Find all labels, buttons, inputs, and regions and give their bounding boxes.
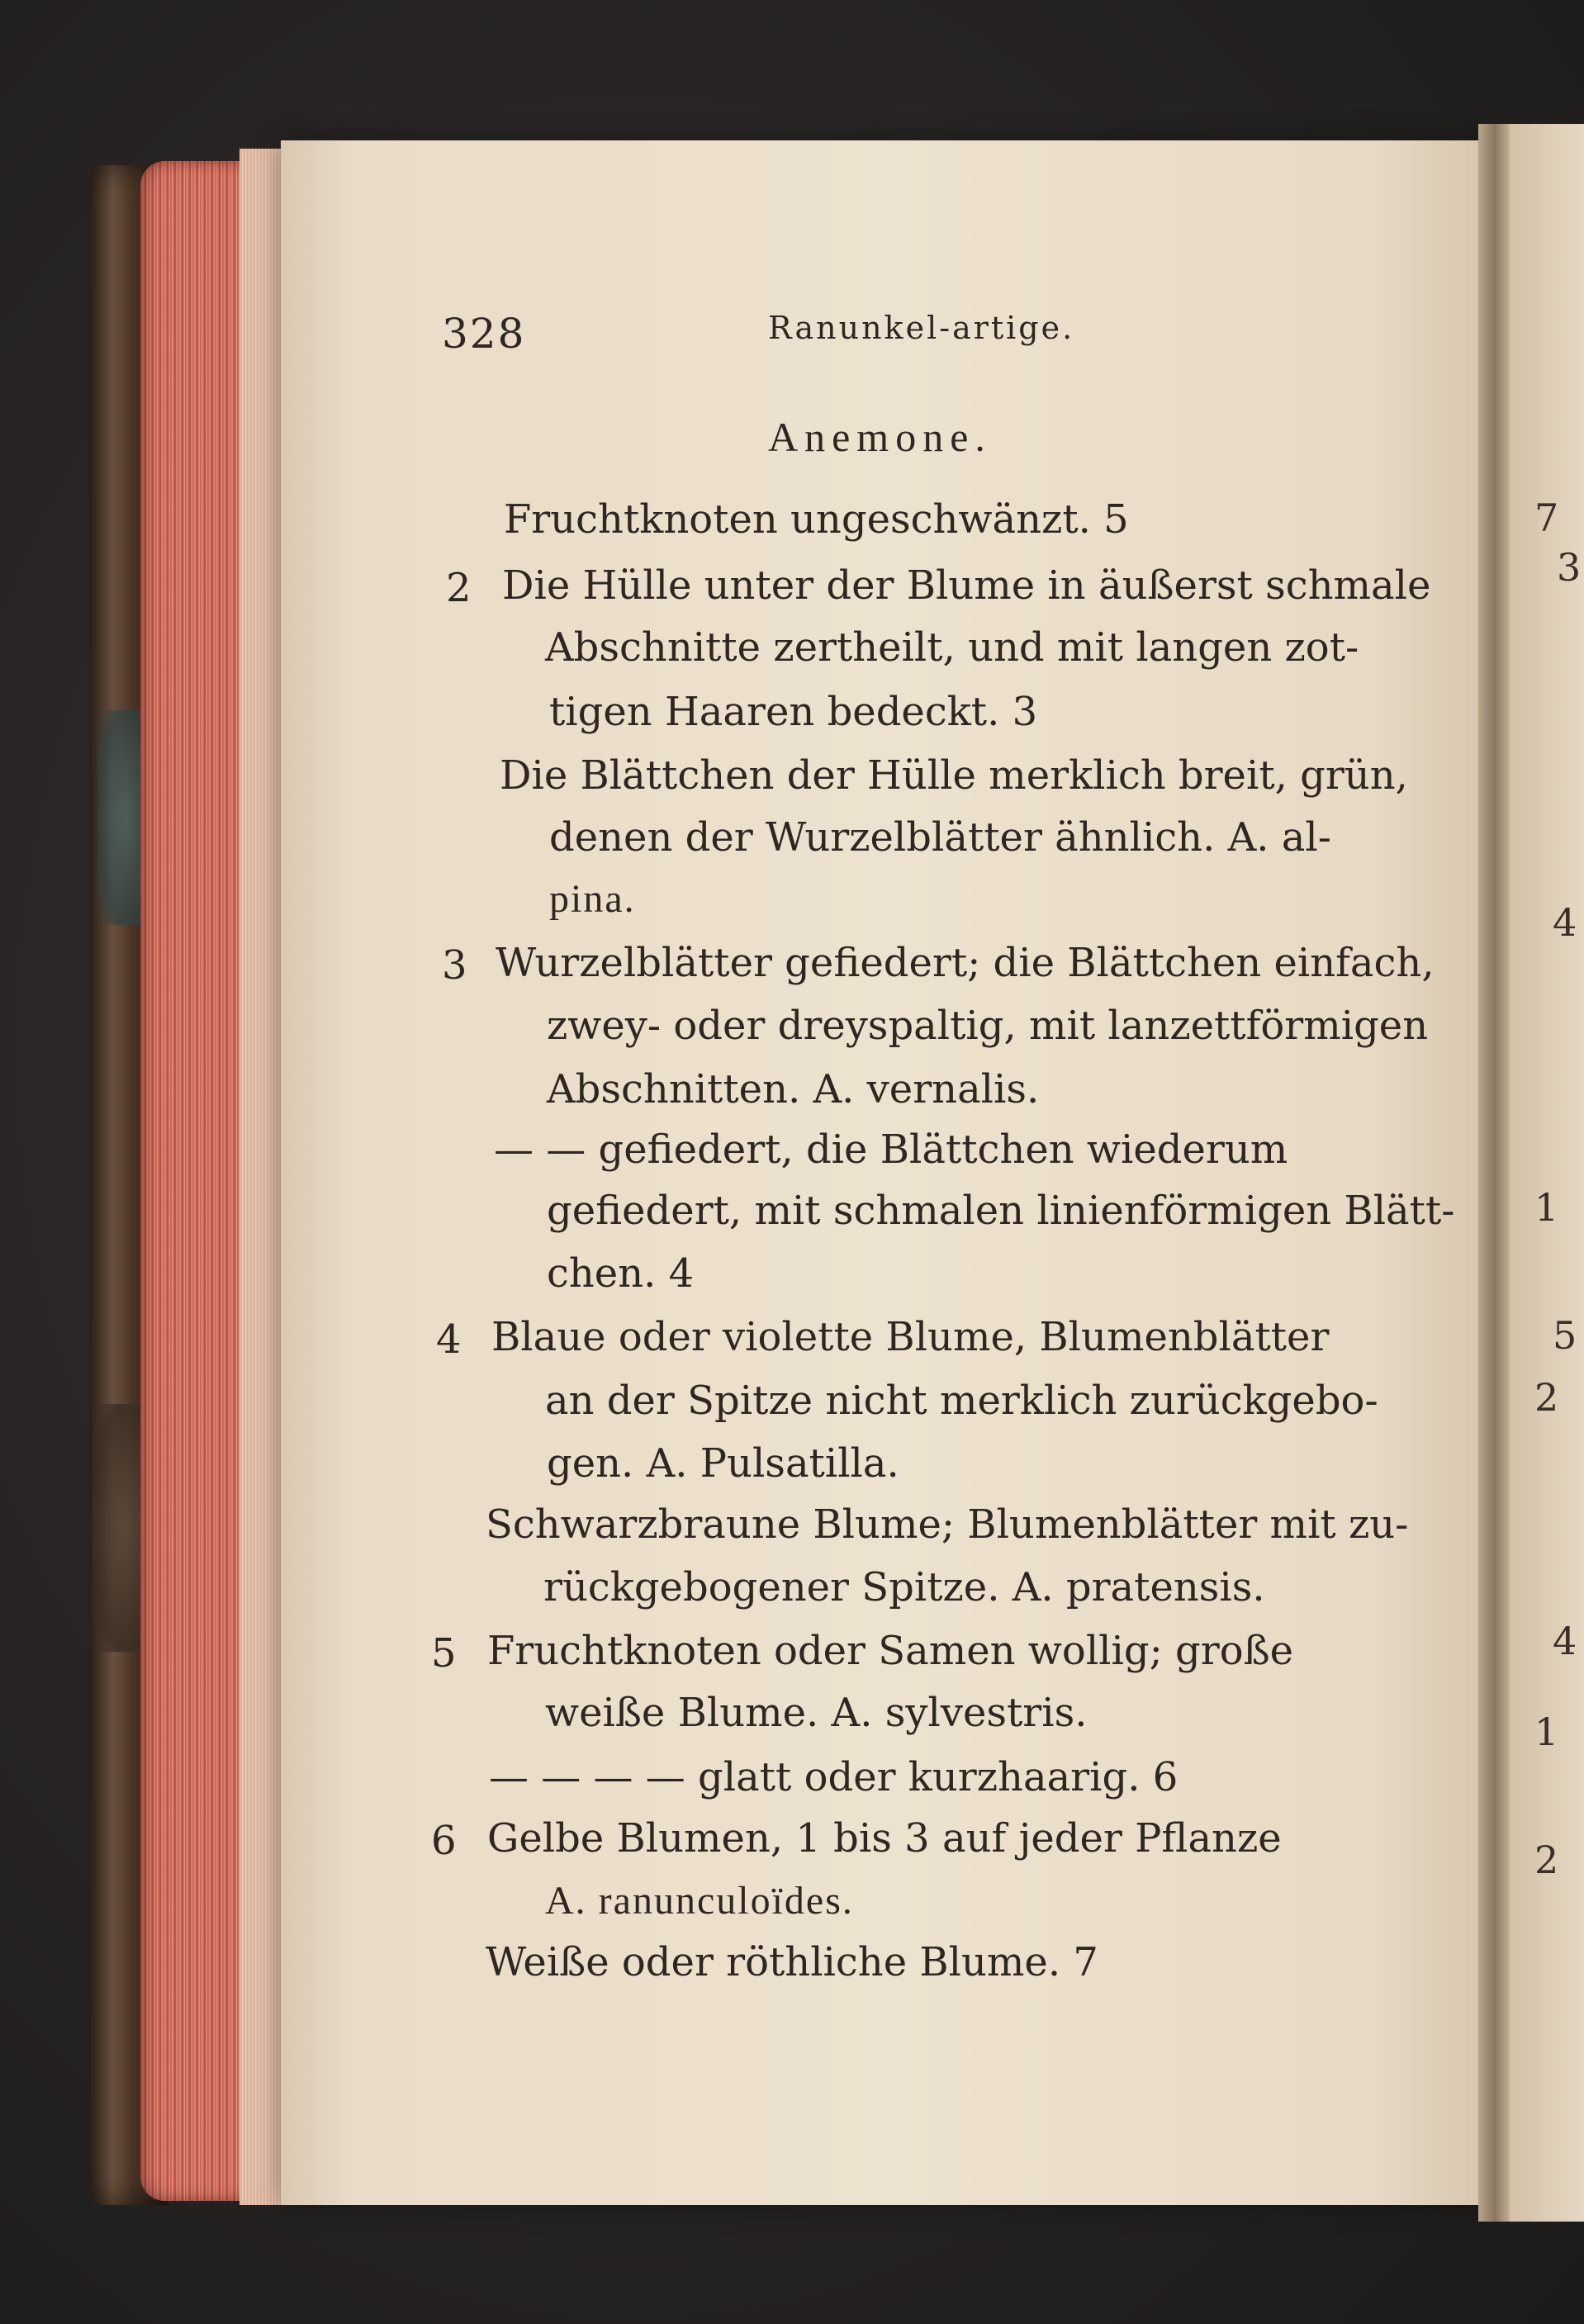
key-number: 4 (436, 1316, 462, 1363)
page-number: 328 (442, 310, 526, 358)
facing-page-glyph: 4 (1553, 900, 1577, 945)
text-line: zwey- oder dreyspaltig, mit lanzettförmigen (547, 1003, 1429, 1049)
text-line: Die Blättchen der Hülle merklich breit, grün, (500, 752, 1408, 799)
text-line: Fruchtknoten oder Samen wollig; große (487, 1628, 1294, 1674)
text-line: Weiße oder röthliche Blume. 7 (486, 1939, 1098, 1985)
text-line: rückgebogener Spitze. A. pratensis. (543, 1564, 1265, 1610)
facing-page-glyph: 2 (1534, 1375, 1559, 1420)
text-line: — — — — glatt oder kurzhaarig. 6 (489, 1754, 1179, 1800)
running-title: Ranunkel-artige. (768, 310, 1075, 346)
text-line: gefiedert, mit schmalen linienförmigen Blätt- (547, 1188, 1455, 1234)
text-line: tigen Haaren bedeckt. 3 (549, 689, 1038, 735)
key-number: 6 (431, 1818, 457, 1864)
facing-page-glyph: 5 (1553, 1313, 1577, 1358)
text-line: Gelbe Blumen, 1 bis 3 auf jeder Pflanze (487, 1815, 1282, 1862)
text-line: Abschnitte zertheilt, und mit langen zot- (545, 624, 1359, 671)
facing-page-glyph: 7 (1534, 496, 1559, 540)
text-line: pina. (549, 877, 636, 921)
section-title: Anemone. (768, 414, 992, 460)
facing-page-glyph: 1 (1534, 1710, 1559, 1754)
text-line: Schwarzbraune Blume; Blumenblätter mit zu- (486, 1501, 1409, 1548)
facing-page (1510, 124, 1584, 2222)
book-gutter (1478, 124, 1511, 2222)
text-line: weiße Blume. A. sylvestris. (545, 1690, 1088, 1736)
text-line: gen. A. Pulsatilla. (547, 1440, 899, 1487)
facing-page-glyph: 4 (1553, 1619, 1577, 1663)
facing-page-glyph: 3 (1557, 545, 1582, 590)
facing-page-glyph: 2 (1534, 1838, 1559, 1882)
key-number: 2 (446, 565, 472, 611)
text-line: Wurzelblätter gefiedert; die Blättchen einfach, (496, 940, 1435, 986)
text-line: Blaue oder violette Blume, Blumenblätter (491, 1314, 1330, 1360)
key-number: 5 (431, 1630, 457, 1677)
text-line: Fruchtknoten ungeschwänzt. 5 (504, 496, 1129, 543)
text-line: Abschnitten. A. vernalis. (547, 1066, 1040, 1112)
text-line: A. ranunculoïdes. (545, 1879, 854, 1923)
facing-page-glyph: 1 (1534, 1185, 1559, 1230)
text-line: chen. 4 (547, 1250, 695, 1297)
text-line: Die Hülle unter der Blume in äußerst schmale (502, 562, 1431, 609)
text-line: denen der Wurzelblätter ähnlich. A. al- (549, 814, 1331, 861)
text-line: an der Spitze nicht merklich zurückgebo- (545, 1378, 1378, 1424)
key-number: 3 (442, 942, 467, 989)
text-line: — — gefiedert, die Blättchen wiederum (494, 1126, 1288, 1173)
